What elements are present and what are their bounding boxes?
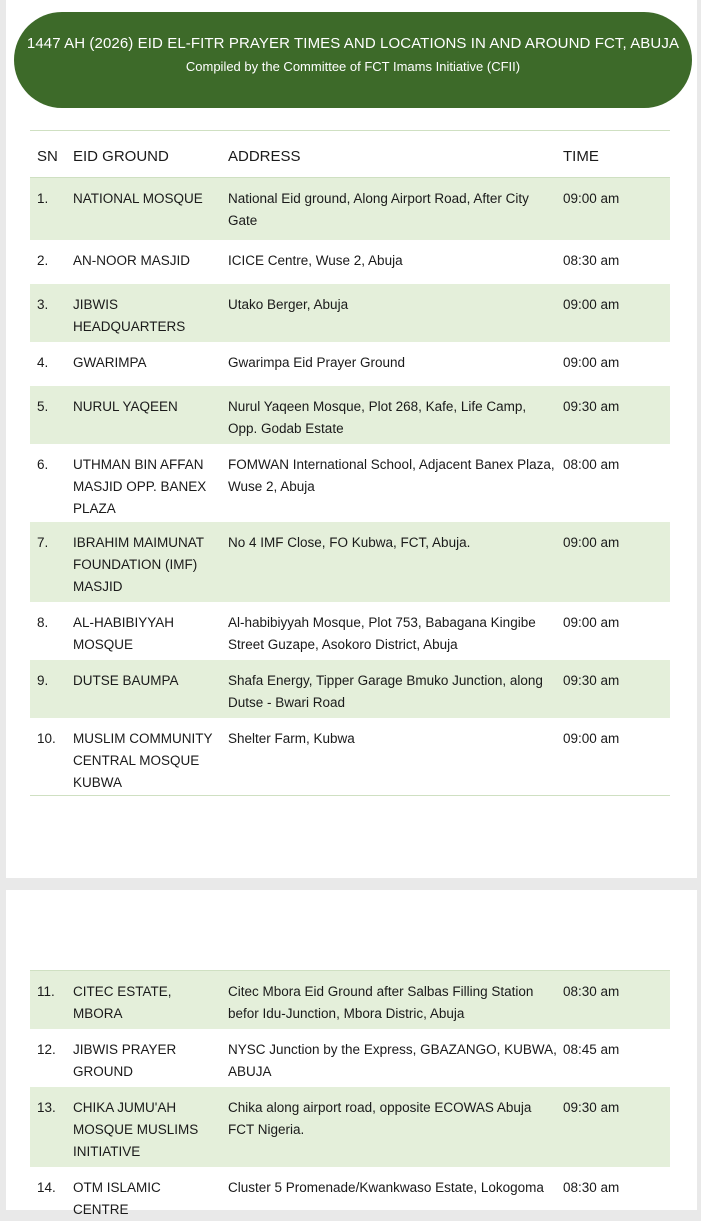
row-sn: 7. [37, 535, 49, 550]
table-row [30, 444, 670, 522]
row-address: Nurul Yaqeen Mosque, Plot 268, Kafe, Life Camp, Opp. Godab Estate [228, 399, 527, 436]
row-time: 08:00 am [563, 457, 620, 472]
row-time: 09:30 am [563, 1100, 620, 1115]
row-address: Al-habibiyyah Mosque, Plot 753, Babagana Kingibe Street Guzape, Asokoro District, Abuja [228, 615, 536, 652]
row-eid-ground: CHIKA JUMU'AH MOSQUE MUSLIMS INITIATIVE [73, 1100, 199, 1159]
row-time: 08:45 am [563, 1042, 620, 1057]
row-eid-ground: CITEC ESTATE, MBORA [73, 984, 172, 1021]
row-eid-ground: GWARIMPA [73, 355, 147, 370]
row-sn: 8. [37, 615, 49, 630]
row-eid-ground: AL-HABIBIYYAH MOSQUE [73, 615, 175, 652]
row-eid-ground: JIBWIS PRAYER GROUND [73, 1042, 177, 1079]
row-address: National Eid ground, Along Airport Road, After City Gate [228, 191, 529, 228]
document-page-1 [6, 0, 697, 878]
row-time: 09:30 am [563, 399, 620, 414]
row-eid-ground: JIBWIS HEADQUARTERS [73, 297, 186, 334]
header-eid-ground: EID GROUND [73, 148, 169, 165]
table-row [30, 522, 670, 602]
row-sn: 4. [37, 355, 49, 370]
table-row [30, 386, 670, 444]
row-address: NYSC Junction by the Express, GBAZANGO, KUBWA, ABUJA [228, 1042, 557, 1079]
row-time: 08:30 am [563, 984, 620, 999]
row-time: 08:30 am [563, 1180, 620, 1195]
row-time: 09:00 am [563, 355, 620, 370]
row-eid-ground: UTHMAN BIN AFFAN MASJID OPP. BANEX PLAZA [73, 457, 207, 516]
table-bottom-rule [30, 795, 670, 796]
table-row [30, 178, 670, 240]
row-address: ICICE Centre, Wuse 2, Abuja [228, 253, 403, 268]
row-address: Utako Berger, Abuja [228, 297, 349, 312]
row-time: 09:00 am [563, 535, 620, 550]
row-address: Shelter Farm, Kubwa [228, 731, 355, 746]
row-sn: 14. [37, 1180, 56, 1195]
row-address: Cluster 5 Promenade/Kwankwaso Estate, Lokogoma [228, 1180, 544, 1195]
row-sn: 11. [37, 984, 55, 999]
title-banner [14, 12, 692, 108]
page-subtitle: Compiled by the Committee of FCT Imams Initiative (CFII) [185, 59, 521, 74]
row-sn: 10. [37, 731, 56, 746]
page-title: 1447 AH (2026) EID EL-FITR PRAYER TIMES AND LOCATIONS IN AND AROUND FCT, ABUJA [26, 35, 680, 52]
row-eid-ground: AN-NOOR MASJID [73, 253, 191, 268]
table-row [30, 660, 670, 718]
row-sn: 1. [37, 191, 49, 206]
table-row [30, 1167, 670, 1217]
header-address: ADDRESS [228, 148, 301, 165]
row-eid-ground: DUTSE BAUMPA [73, 673, 179, 688]
row-sn: 6. [37, 457, 49, 472]
table-row [30, 718, 670, 796]
row-address: Chika along airport road, opposite ECOWAS Abuja FCT Nigeria. [228, 1100, 532, 1137]
row-time: 09:00 am [563, 297, 620, 312]
row-time: 08:30 am [563, 253, 620, 268]
row-address: Citec Mbora Eid Ground after Salbas Filling Station befor Idu-Junction, Mbora Distric, Abuja [228, 984, 534, 1021]
row-eid-ground: IBRAHIM MAIMUNAT FOUNDATION (IMF) MASJID [73, 535, 204, 594]
header-time: TIME [563, 148, 599, 165]
table-row [30, 240, 670, 284]
row-address: No 4 IMF Close, FO Kubwa, FCT, Abuja. [228, 535, 471, 550]
row-eid-ground: OTM ISLAMIC CENTRE [73, 1180, 161, 1217]
row-address: Gwarimpa Eid Prayer Ground [228, 355, 406, 370]
row-sn: 13. [37, 1100, 56, 1115]
row-sn: 9. [37, 673, 49, 688]
row-eid-ground: NURUL YAQEEN [73, 399, 178, 414]
row-address: FOMWAN International School, Adjacent Banex Plaza, Wuse 2, Abuja [228, 457, 555, 494]
row-time: 09:00 am [563, 731, 620, 746]
row-sn: 12. [37, 1042, 56, 1057]
row-time: 09:00 am [563, 615, 620, 630]
table-row [30, 284, 670, 342]
table-row [30, 1029, 670, 1087]
row-eid-ground: MUSLIM COMMUNITY CENTRAL MOSQUE KUBWA [73, 731, 213, 790]
row-sn: 3. [37, 297, 49, 312]
row-sn: 2. [37, 253, 49, 268]
row-time: 09:30 am [563, 673, 620, 688]
table-row [30, 971, 670, 1029]
table-row [30, 342, 670, 386]
document-page-2 [6, 890, 697, 1217]
row-time: 09:00 am [563, 191, 620, 206]
table-row [30, 602, 670, 660]
table-header [30, 130, 670, 178]
row-address: Shafa Energy, Tipper Garage Bmuko Junction, along Dutse - Bwari Road [228, 673, 543, 710]
row-eid-ground: NATIONAL MOSQUE [73, 191, 203, 206]
row-sn: 5. [37, 399, 49, 414]
header-sn: SN [37, 148, 58, 165]
table-row [30, 1087, 670, 1167]
